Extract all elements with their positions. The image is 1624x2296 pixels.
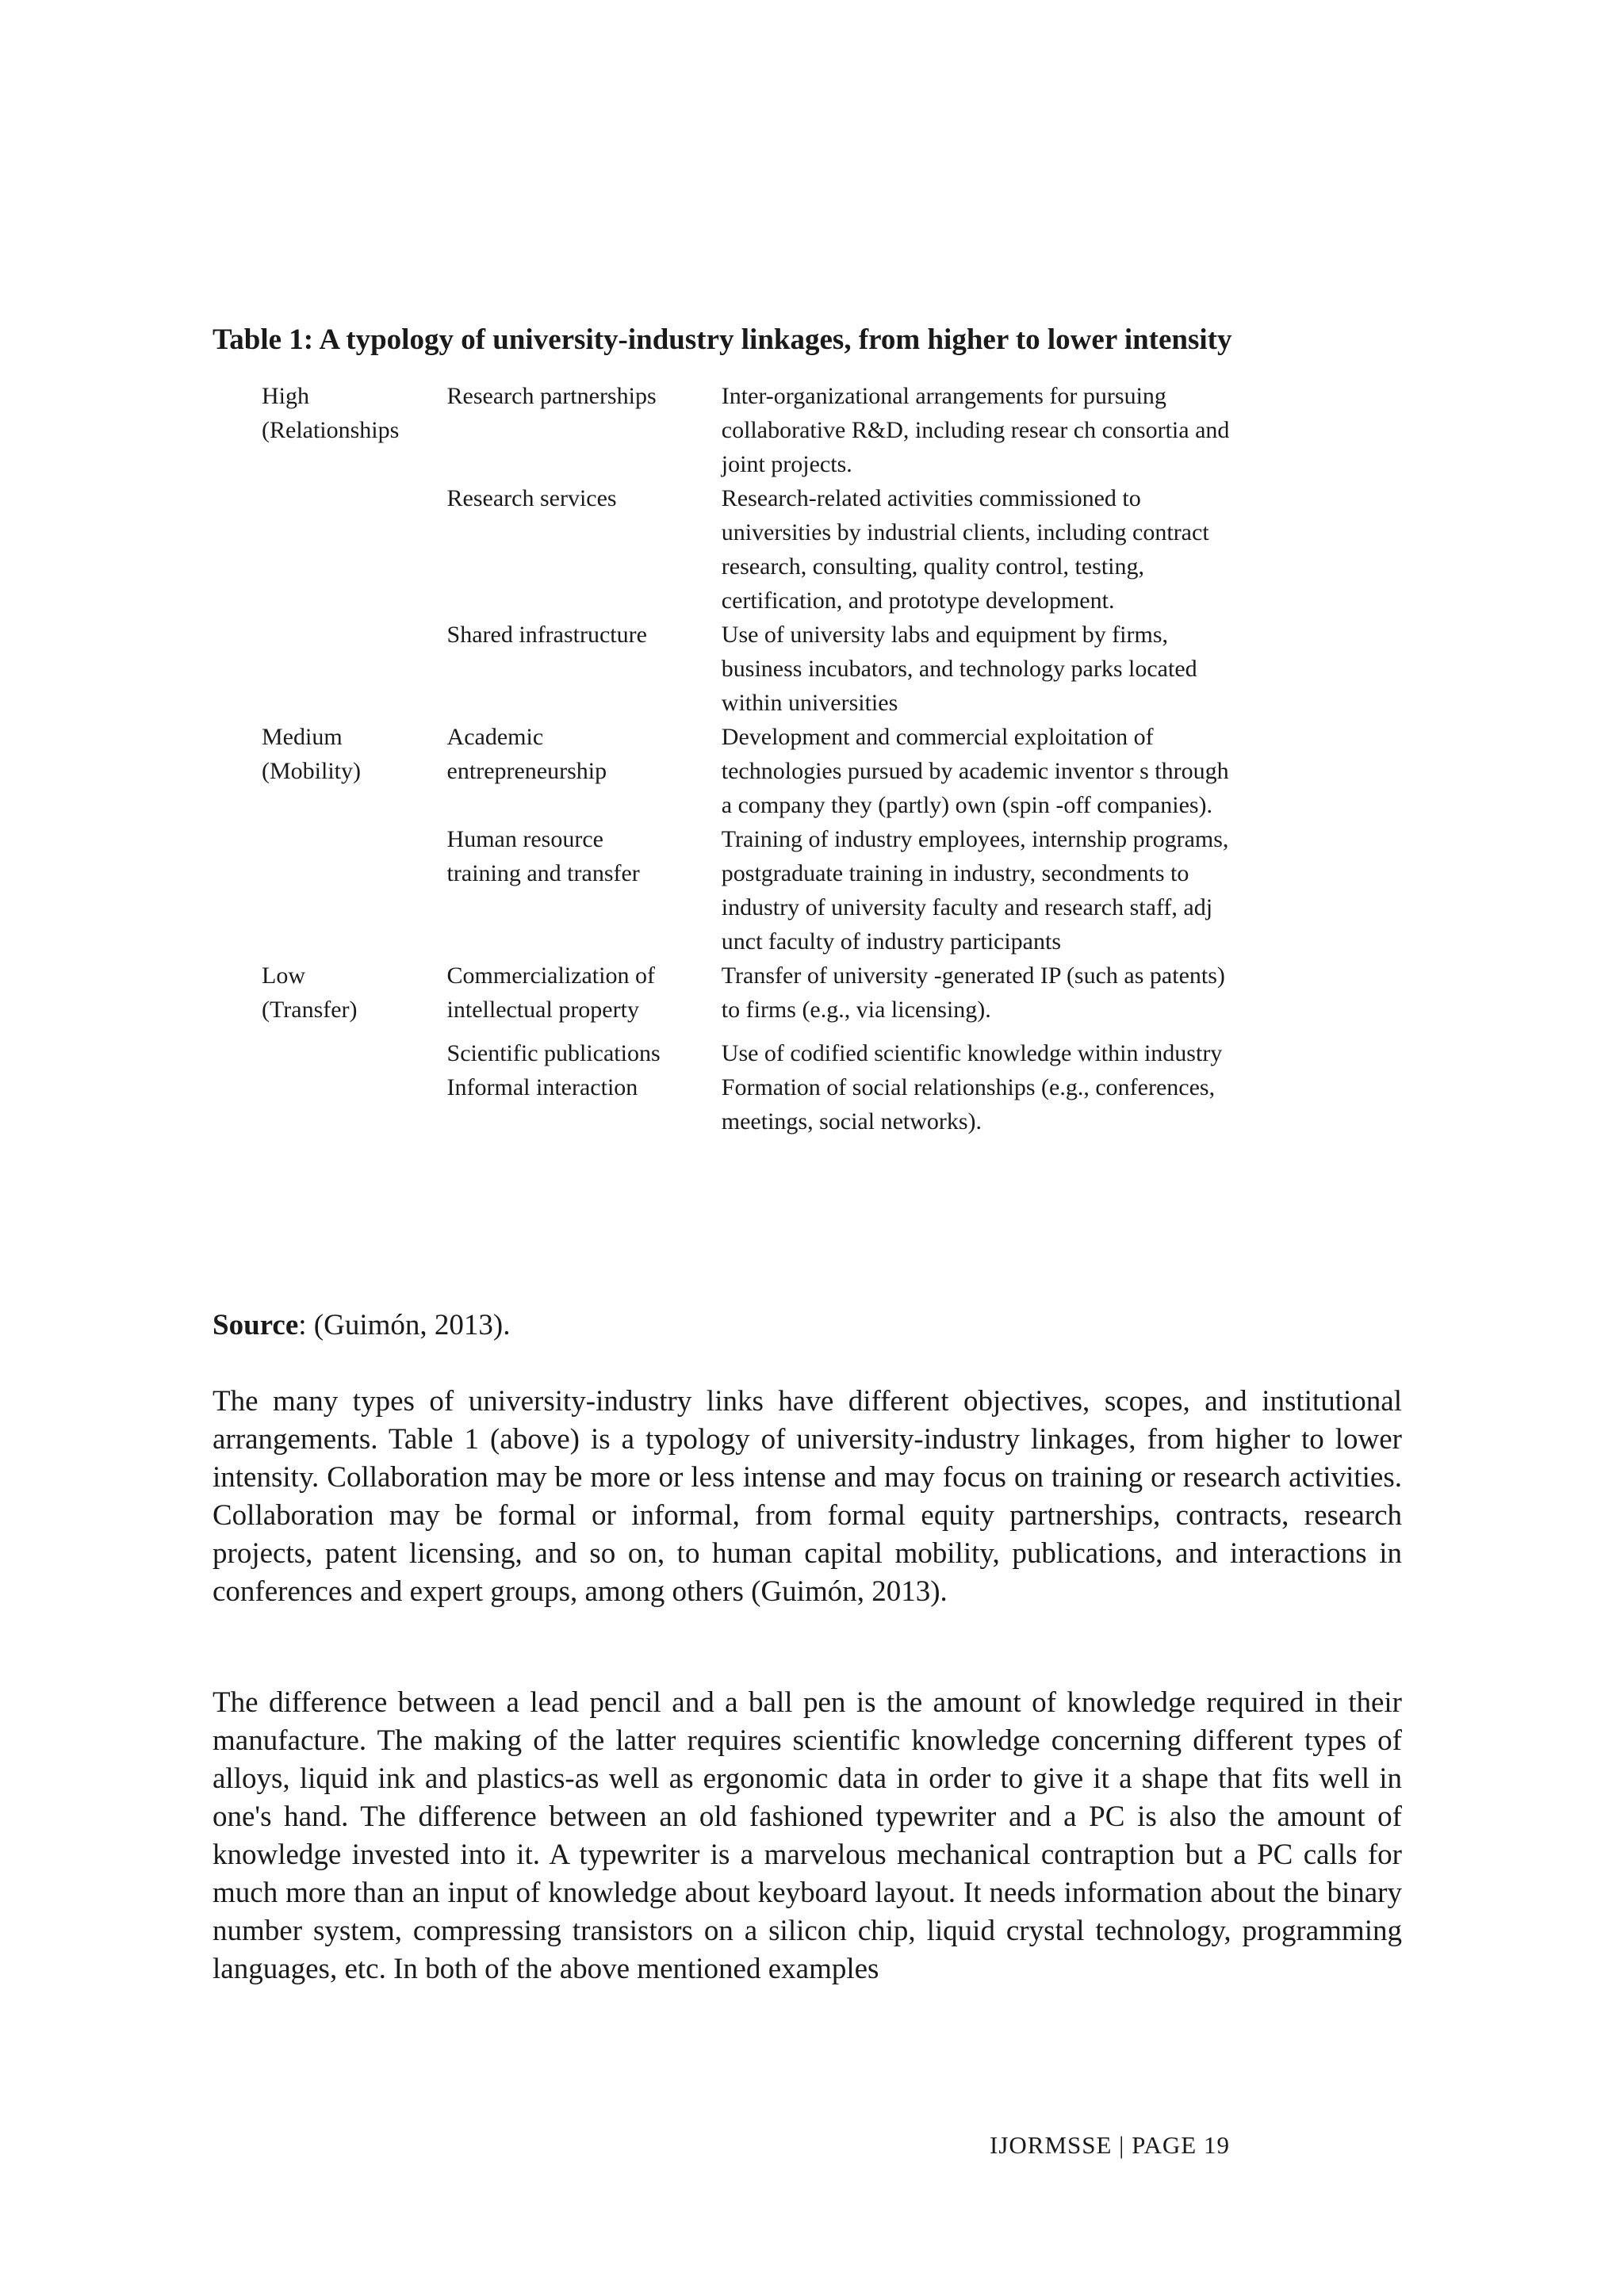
linkage-type: Academic entrepreneurship — [446, 724, 607, 784]
body-paragraph: The difference between a lead pencil and a ball pen is the amount of knowledge required in their manufacture. The making of the latter requires scientific knowledge concerning different types of alloys, liquid ink and plastics-as well as ergonomic data in order to give it a shape that fits well in one's hand. The difference between an old fashioned typewriter and a PC is also the amount of knowledge invested into it. A typewriter is a marvelous mechanical contraption but a PC calls for much more than an input of knowledge about keyboard layout. It needs information about the binary number system, compressing transistors on a silicon chip, liquid crystal technology, programming languages, etc. In both of the above mentioned examples — [213, 1686, 1402, 1985]
table-row — [252, 379, 1251, 481]
source-citation: : (Guimón, 2013). — [298, 1309, 511, 1341]
intensity-level: High (Relationships — [262, 383, 400, 443]
linkage-description: Research-related activities commissioned to universities by industrial clients, including contract research, consulting, quality control, testing, certification, and prototype development. — [721, 485, 1209, 614]
intensity-level: Low (Transfer) — [262, 962, 358, 1023]
table-row — [252, 618, 1251, 720]
table-row — [252, 481, 1251, 618]
intensity-level — [252, 481, 438, 618]
intensity-level — [252, 618, 438, 720]
linkage-description: Use of codified scientific knowledge within industry — [721, 1040, 1223, 1066]
intensity-level — [252, 1070, 438, 1138]
linkage-description: Development and commercial exploitation of technologies pursued by academic inventor s through a company they (partly) own (spin -off companies). — [721, 724, 1229, 818]
intensity-level — [252, 1027, 438, 1070]
linkage-description: Transfer of university -generated IP (such as patents) to firms (e.g., via licensing). — [721, 962, 1225, 1023]
linkage-type: Commercialization of intellectual property — [446, 962, 655, 1023]
linkage-description: Inter-organizational arrangements for pursuing collaborative R&D, including resear ch consortia and joint projects. — [721, 383, 1230, 477]
linkage-type: Human resource training and transfer — [446, 826, 640, 886]
body-paragraph: The many types of university-industry links have different objectives, scopes, and institutional arrangements. Table 1 (above) is a typology of university-industry linkages, from higher to lower intensity. Collaboration may be more or less intense and may focus on training or research activities. Collaboration may be formal or informal, from formal equity partnerships, contracts, research projects, patent licensing, and so on, to human capital mobility, publications, and interactions in conferences and expert groups, among others (Guimón, 2013). — [213, 1385, 1402, 1608]
linkage-description: Use of university labs and equipment by firms, business incubators, and technology parks located within universities — [721, 622, 1197, 716]
linkage-type: Informal interaction — [446, 1074, 638, 1100]
table-row — [252, 959, 1251, 1027]
table-row — [252, 1070, 1251, 1138]
source-label: Source — [213, 1309, 299, 1341]
linkage-description: Formation of social relationships (e.g., conferences, meetings, social networks). — [721, 1074, 1216, 1135]
typology-table — [252, 379, 1251, 1138]
table-row — [252, 1027, 1251, 1070]
linkage-type: Scientific publications — [446, 1040, 661, 1066]
table-row — [252, 720, 1251, 822]
linkage-type: Research partnerships — [446, 383, 657, 409]
linkage-type: Shared infrastructure — [446, 622, 647, 648]
linkage-description: Training of industry employees, internship programs, postgraduate training in industry, secondments to industry of university faculty and research staff, adj unct faculty of industry participants — [721, 826, 1229, 955]
table-row — [252, 822, 1251, 959]
page-footer: IJORMSSE | PAGE 19 — [990, 2131, 1230, 2159]
intensity-level: Medium (Mobility) — [262, 724, 361, 784]
intensity-level — [252, 822, 438, 959]
table-title: Table 1: A typology of university-industry linkages, from higher to lower intensity — [213, 323, 1232, 356]
table-source — [213, 1307, 510, 1345]
linkage-type: Research services — [446, 485, 617, 511]
